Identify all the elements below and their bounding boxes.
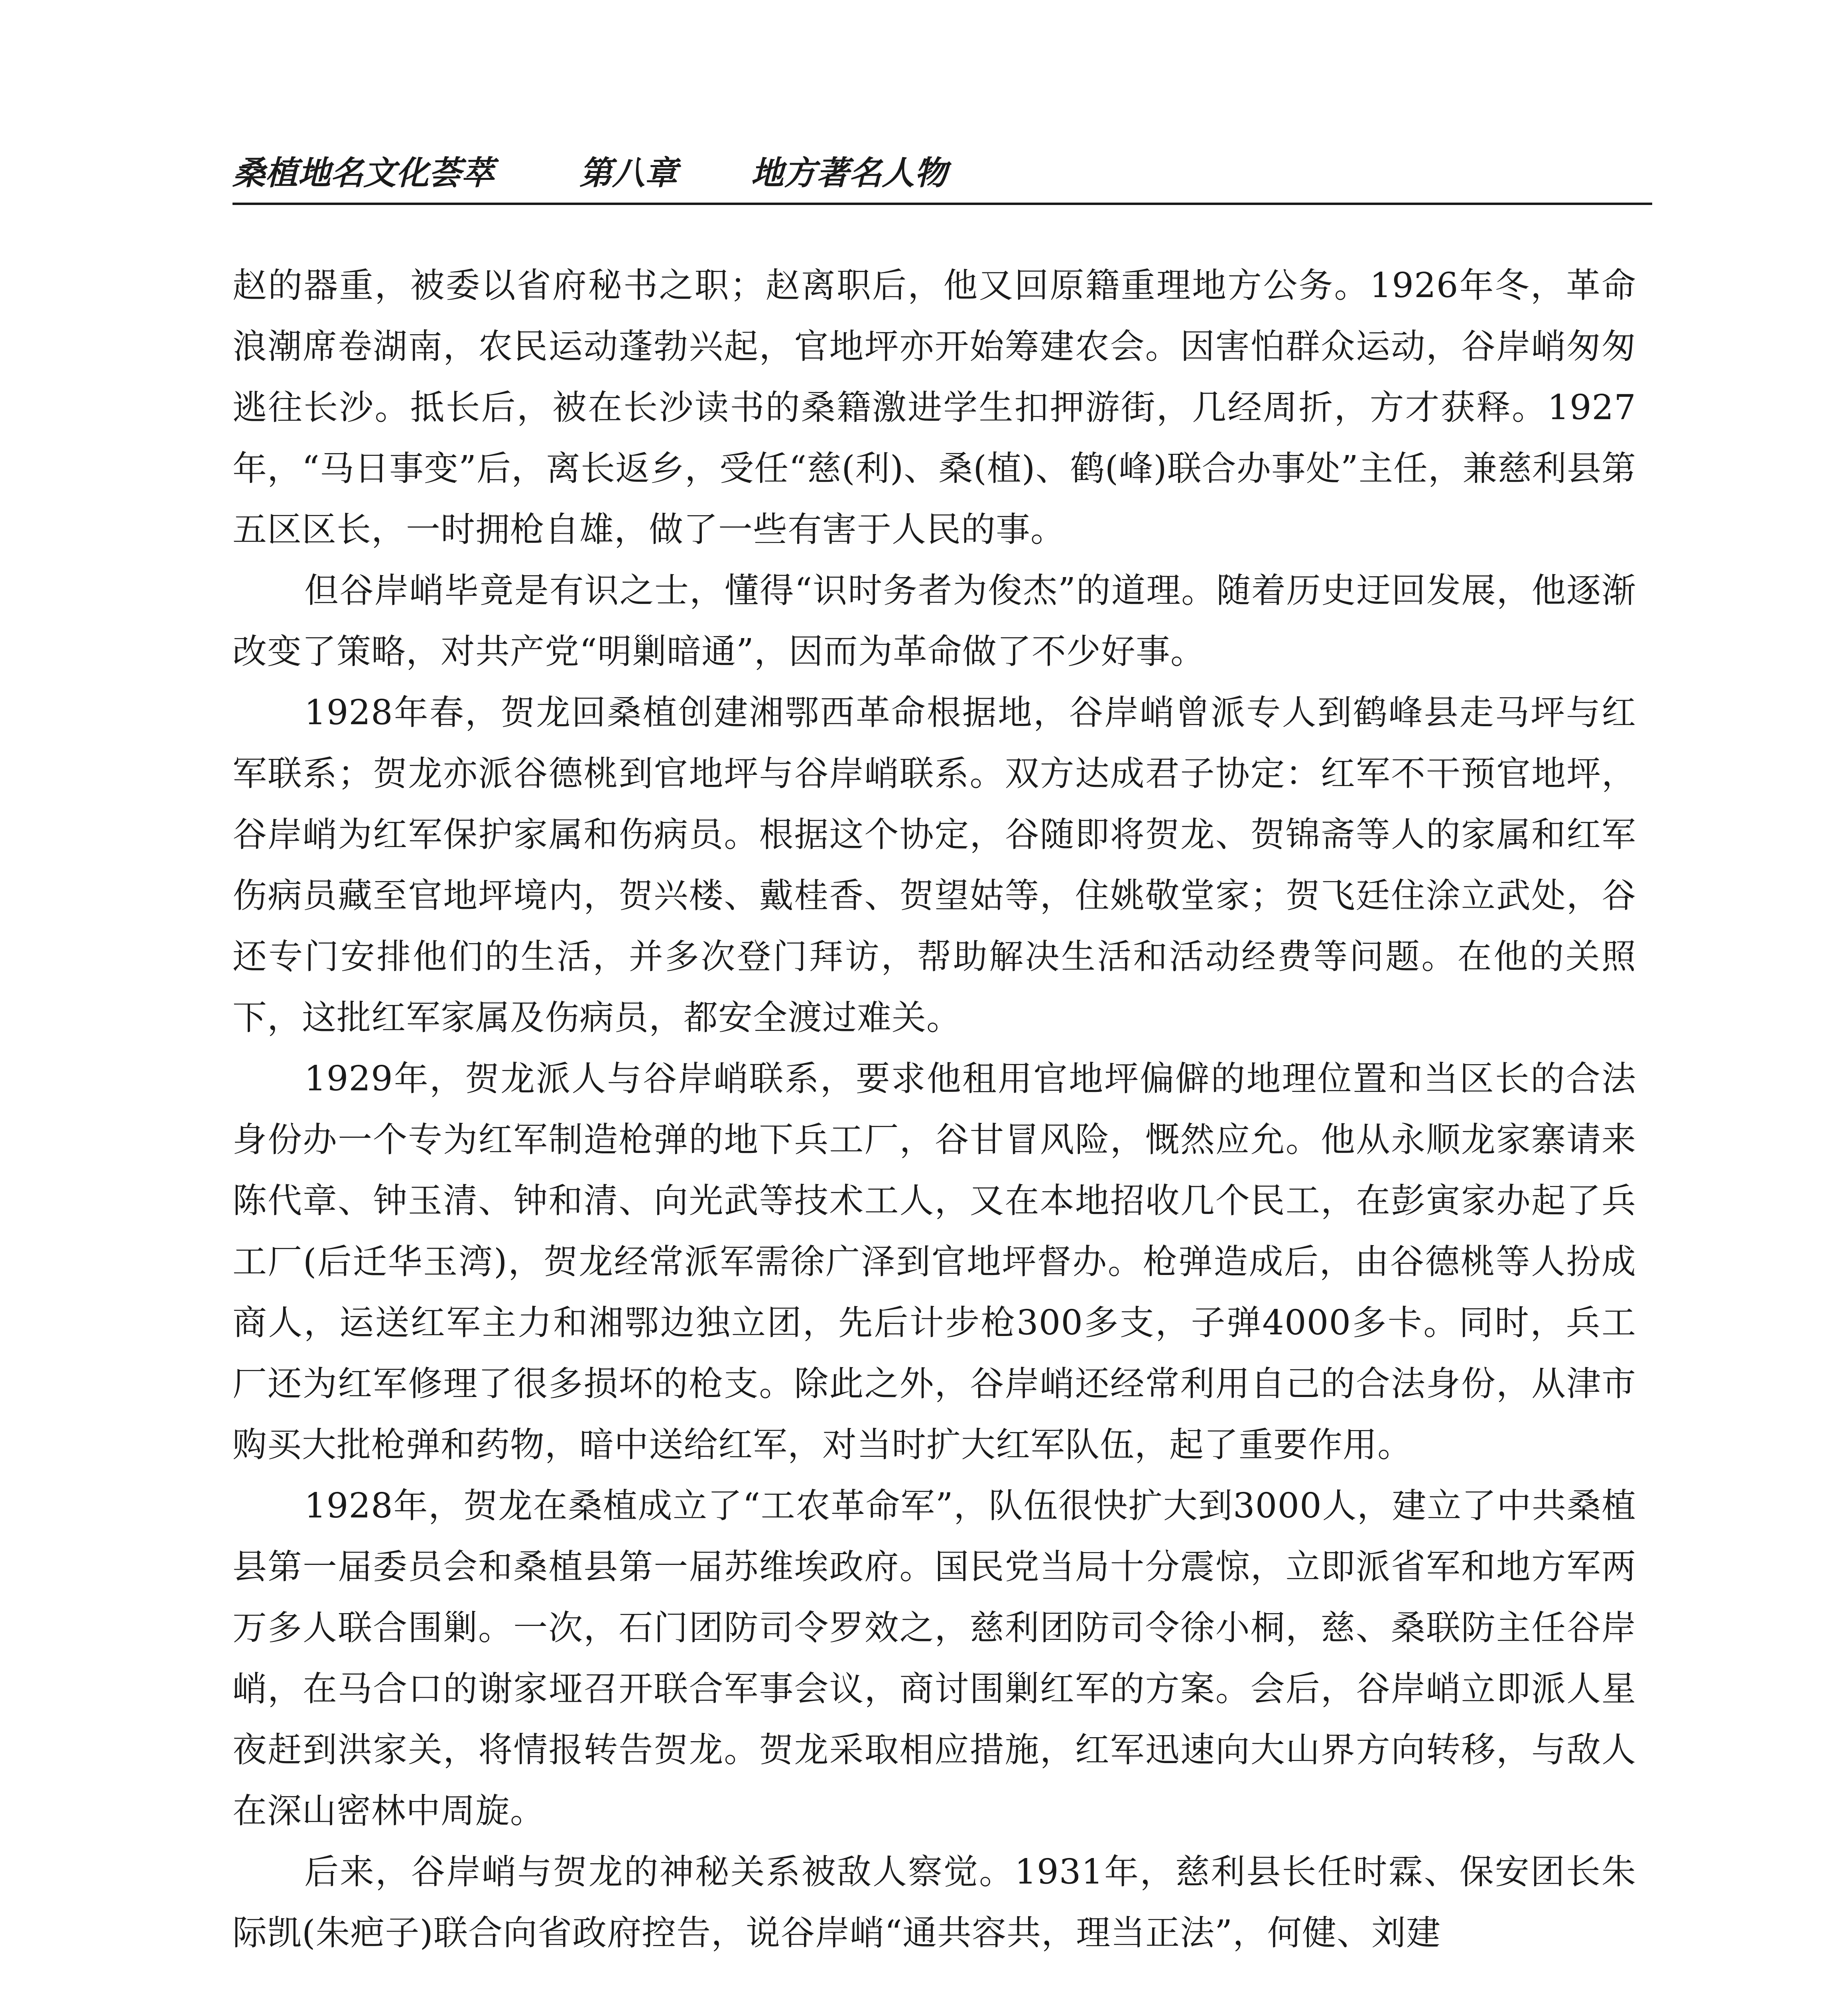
header-book-title: 桑植地名文化荟萃 xyxy=(232,154,494,192)
paragraph: 但谷岸峭毕竟是有识之士，懂得“识时务者为俊杰”的道理。随着历史迂回发展，他逐渐改变了策略，对共产党“明剿暗通”，因而为革命做了不少好事。 xyxy=(232,571,1636,672)
header-chapter-number: 第八章 xyxy=(579,154,678,192)
header-chapter-title: 地方著名人物 xyxy=(751,154,947,192)
paragraph: 1929年，贺龙派人与谷岸峭联系，要求他租用官地坪偏僻的地理位置和当区长的合法身份办一个专为红军制造枪弹的地下兵工厂，谷甘冒风险，慨然应允。他从永顺龙家寨请来陈代章、钟玉清、钟和清、向光武等技术工人，又在本地招收几个民工，在彭寅家办起了兵工厂(后迁华玉湾)，贺龙经常派军需徐广泽到官地坪督办。枪弹造成后，由谷德桃等人扮成商人，运送红军主力和湘鄂边独立团，先后计步枪300多支，子弹4000多卡。同时，兵工厂还为红军修理了很多损坏的枪支。除此之外，谷岸峭还经常利用自己的合法身份，从津市购买大批枪弹和药物，暗中送给红军，对当时扩大红军队伍，起了重要作用。 xyxy=(232,1059,1636,1465)
main-text xyxy=(232,255,1636,1964)
paragraph: 1928年，贺龙在桑植成立了“工农革命军”，队伍很快扩大到3000人，建立了中共桑植县第一届委员会和桑植县第一届苏维埃政府。国民党当局十分震惊，立即派省军和地方军两万多人联合围剿。一次，石门团防司令罗效之，慈利团防司令徐小桐，慈、桑联防主任谷岸峭，在马合口的谢家垭召开联合军事会议，商讨围剿红军的方案。会后，谷岸峭立即派人星夜赶到洪家关，将情报转告贺龙。贺龙采取相应措施，红军迅速向大山界方向转移，与敌人在深山密林中周旋。 xyxy=(232,1486,1636,1831)
paragraph: 后来，谷岸峭与贺龙的神秘关系被敌人察觉。1931年，慈利县长任时霖、保安团长朱际凯(朱疤子)联合向省政府控告，说谷岸峭“通共容共，理当正法”，何健、刘建 xyxy=(232,1852,1636,1953)
paragraph-continued: 赵的器重，被委以省府秘书之职；赵离职后，他又回原籍重理地方公务。1926年冬，革命浪潮席卷湖南，农民运动蓬勃兴起，官地坪亦开始筹建农会。因害怕群众运动，谷岸峭匆匆逃往长沙。抵长后，被在长沙读书的桑籍激进学生扣押游街，几经周折，方才获释。1927 年，“马日事变”后，离长返乡，受任“慈(利)、桑(植)、鹤(峰)联合办事处”主任，兼慈利县第五区区长，一时拥枪自雄，做了一些有害于人民的事。 xyxy=(232,266,1636,550)
paragraph: 1928年春，贺龙回桑植创建湘鄂西革命根据地，谷岸峭曾派专人到鹤峰县走马坪与红军联系；贺龙亦派谷德桃到官地坪与谷岸峭联系。双方达成君子协定：红军不干预官地坪，谷岸峭为红军保护家属和伤病员。根据这个协定，谷随即将贺龙、贺锦斋等人的家属和红军伤病员藏至官地坪境内，贺兴楼、戴桂香、贺望姑等，住姚敬堂家；贺飞廷住涂立武处，谷还专门安排他们的生活，并多次登门拜访，帮助解决生活和活动经费等问题。在他的关照下，这批红军家属及伤病员，都安全渡过难关。 xyxy=(232,693,1636,1038)
header-rule xyxy=(232,203,1652,205)
running-header xyxy=(232,152,1652,195)
